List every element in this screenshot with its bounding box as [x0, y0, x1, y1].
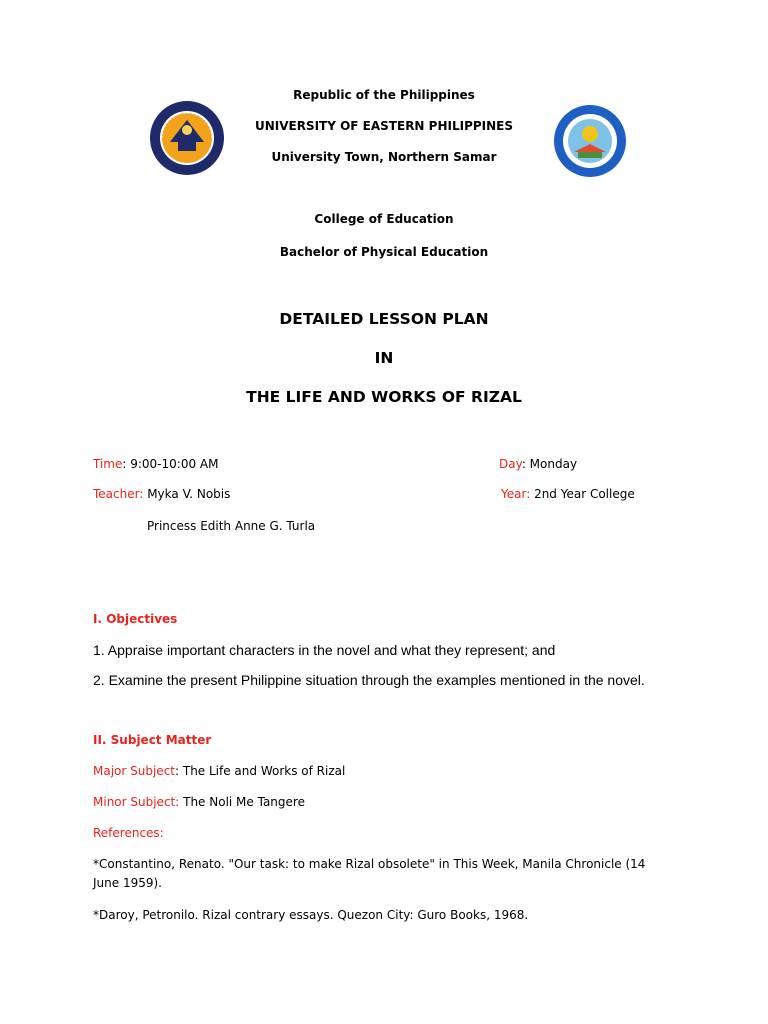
minor-subject-value: The Noli Me Tangere	[179, 795, 305, 809]
teacher-second-name: Princess Edith Anne G. Turla	[147, 519, 316, 533]
day-label: Day	[499, 457, 522, 471]
teacher-label: Teacher:	[93, 487, 144, 501]
header-line-college: College of Education	[314, 212, 454, 226]
time-value: : 9:00-10:00 AM	[122, 457, 219, 471]
major-subject-value: : The Life and Works of Rizal	[175, 764, 346, 778]
header-line-program: Bachelor of Physical Education	[279, 245, 489, 259]
teacher-value: Myka V. Nobis	[143, 487, 231, 501]
header-line-address: University Town, Northern Samar	[271, 150, 497, 164]
minor-subject-label: Minor Subject:	[93, 795, 180, 809]
day-field	[499, 457, 577, 471]
header-line-republic: Republic of the Philippines	[293, 88, 475, 102]
reference-item: *Constantino, Renato. "Our task: to make Rizal obsolete" in This Week, Manila Chronicle (14 June 1959).	[93, 857, 646, 890]
reference-item: *Daroy, Petronilo. Rizal contrary essays. Quezon City: Guro Books, 1968.	[93, 908, 529, 922]
header-line-university: UNIVERSITY OF EASTERN PHILIPPINES	[254, 119, 514, 133]
year-value: 2nd Year College	[530, 487, 635, 501]
objective-item: 2. Examine the present Philippine situation through the examples mentioned in the novel.	[93, 672, 645, 688]
title-line-3: THE LIFE AND WORKS OF RIZAL	[246, 388, 522, 406]
university-seal-icon	[148, 100, 226, 176]
objectives-heading: I. Objectives	[93, 612, 178, 626]
minor-subject-field	[93, 795, 305, 809]
title-line-1: DETAILED LESSON PLAN	[279, 310, 489, 328]
objective-item: 1. Appraise important characters in the novel and what they represent; and	[93, 642, 556, 658]
time-label: Time	[93, 457, 123, 471]
year-label: Year:	[501, 487, 531, 501]
time-field	[93, 457, 218, 471]
major-subject-label: Major Subject	[93, 764, 175, 778]
college-of-education-seal-icon	[548, 104, 632, 178]
teacher-field	[93, 487, 230, 501]
title-line-2: IN	[374, 349, 394, 367]
year-field	[501, 487, 635, 501]
major-subject-field	[93, 764, 345, 778]
day-value: : Monday	[521, 457, 578, 471]
subject-matter-heading: II. Subject Matter	[93, 733, 212, 747]
references-label: References:	[93, 826, 164, 840]
